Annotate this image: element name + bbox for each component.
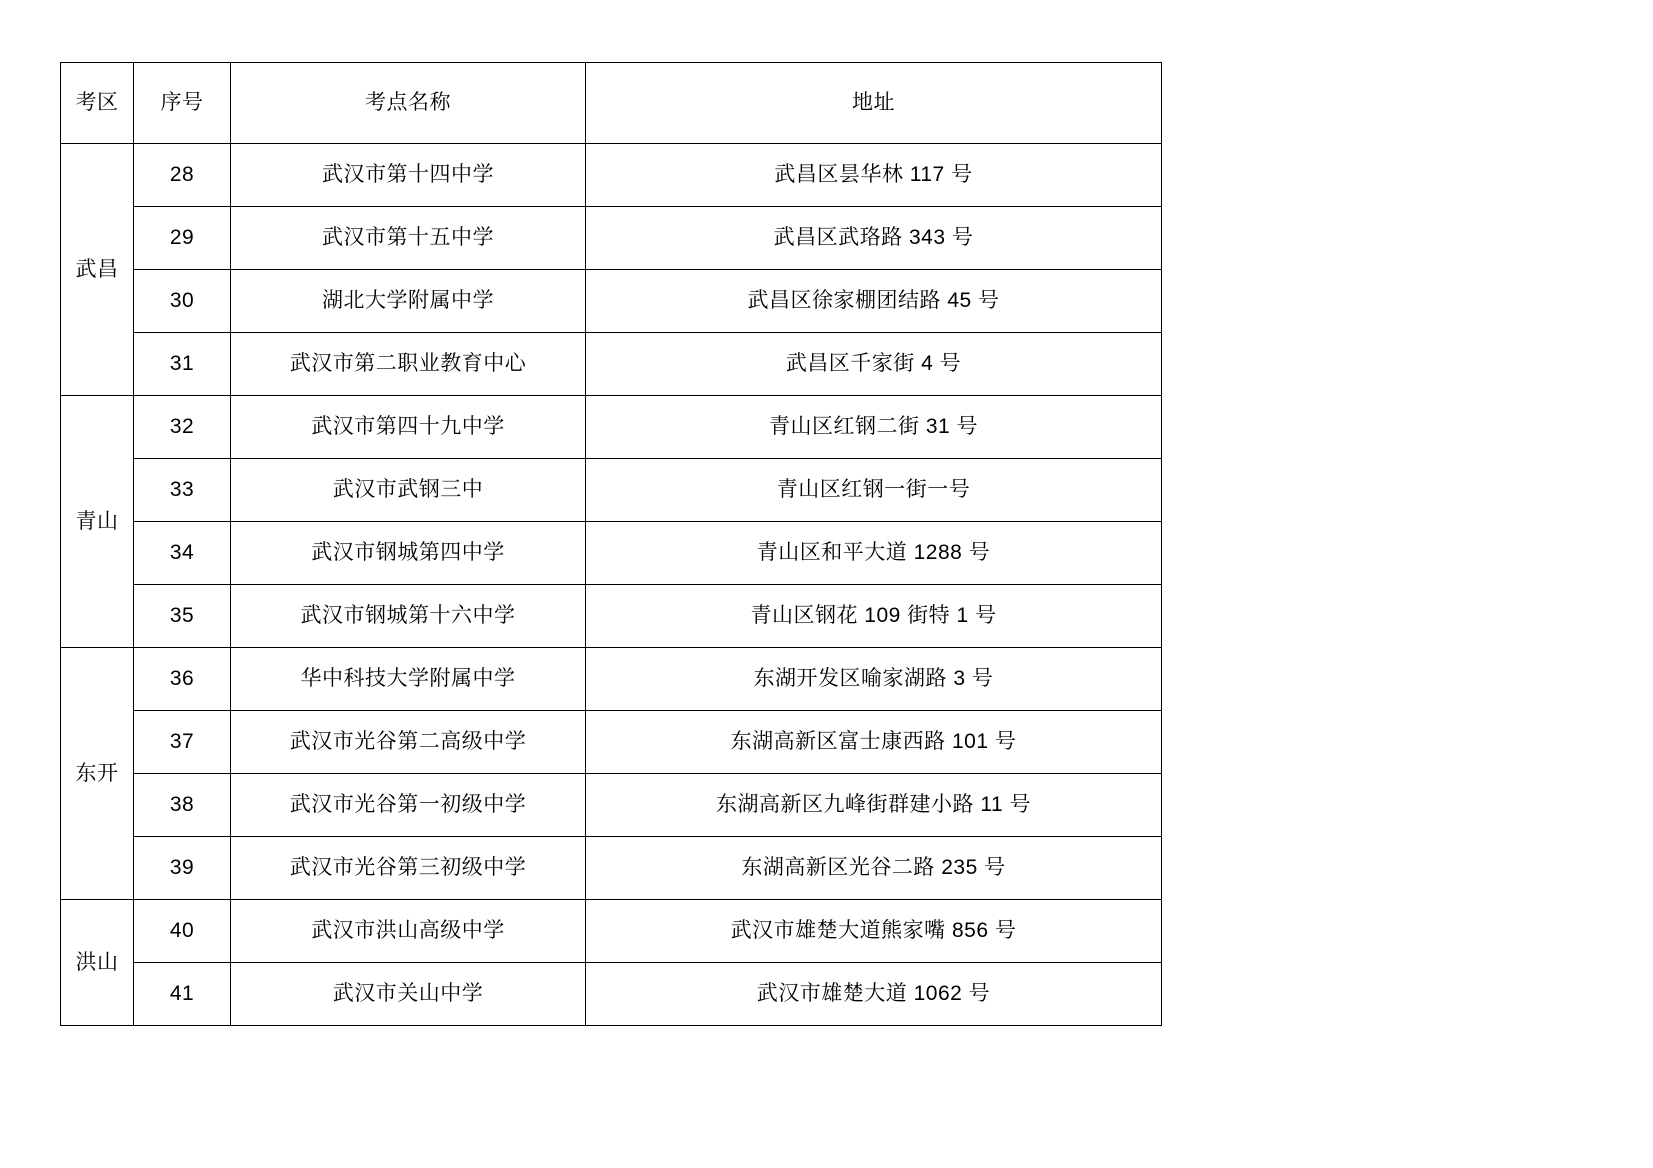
table-row xyxy=(61,333,1162,396)
address-cell: 青山区和平大道 1288 号 xyxy=(586,522,1162,585)
seq-cell: 29 xyxy=(134,207,231,270)
address-cell: 东湖高新区光谷二路 235 号 xyxy=(586,837,1162,900)
seq-cell: 28 xyxy=(134,144,231,207)
table-row xyxy=(61,207,1162,270)
site-name-cell: 武汉市洪山高级中学 xyxy=(231,900,586,963)
column-header-name: 考点名称 xyxy=(231,63,586,144)
site-name-cell: 湖北大学附属中学 xyxy=(231,270,586,333)
site-name-cell: 武汉市钢城第十六中学 xyxy=(231,585,586,648)
seq-cell: 37 xyxy=(134,711,231,774)
district-cell: 武昌 xyxy=(61,144,134,396)
table-body xyxy=(61,144,1162,1026)
column-header-district: 考区 xyxy=(61,63,134,144)
site-name-cell: 武汉市钢城第四中学 xyxy=(231,522,586,585)
site-name-cell: 武汉市关山中学 xyxy=(231,963,586,1026)
seq-cell: 39 xyxy=(134,837,231,900)
address-cell: 武昌区昙华林 117 号 xyxy=(586,144,1162,207)
seq-cell: 30 xyxy=(134,270,231,333)
table-row xyxy=(61,648,1162,711)
table-row xyxy=(61,963,1162,1026)
address-cell: 青山区钢花 109 街特 1 号 xyxy=(586,585,1162,648)
site-name-cell: 武汉市武钢三中 xyxy=(231,459,586,522)
table-row xyxy=(61,396,1162,459)
seq-cell: 33 xyxy=(134,459,231,522)
address-cell: 青山区红钢二街 31 号 xyxy=(586,396,1162,459)
table-header-row xyxy=(61,63,1162,144)
site-name-cell: 武汉市光谷第一初级中学 xyxy=(231,774,586,837)
seq-cell: 34 xyxy=(134,522,231,585)
table-row xyxy=(61,900,1162,963)
address-cell: 武昌区千家街 4 号 xyxy=(586,333,1162,396)
address-cell: 青山区红钢一街一号 xyxy=(586,459,1162,522)
address-cell: 武昌区武珞路 343 号 xyxy=(586,207,1162,270)
table-row xyxy=(61,585,1162,648)
table-header xyxy=(61,63,1162,144)
address-cell: 东湖高新区富士康西路 101 号 xyxy=(586,711,1162,774)
seq-cell: 38 xyxy=(134,774,231,837)
site-name-cell: 武汉市第十四中学 xyxy=(231,144,586,207)
address-cell: 武昌区徐家棚团结路 45 号 xyxy=(586,270,1162,333)
table-row xyxy=(61,459,1162,522)
district-cell: 东开 xyxy=(61,648,134,900)
column-header-seq: 序号 xyxy=(134,63,231,144)
site-name-cell: 武汉市第四十九中学 xyxy=(231,396,586,459)
district-cell: 洪山 xyxy=(61,900,134,1026)
seq-cell: 41 xyxy=(134,963,231,1026)
address-cell: 武汉市雄楚大道熊家嘴 856 号 xyxy=(586,900,1162,963)
seq-cell: 40 xyxy=(134,900,231,963)
exam-sites-table xyxy=(60,62,1162,1026)
table-row xyxy=(61,270,1162,333)
site-name-cell: 武汉市光谷第二高级中学 xyxy=(231,711,586,774)
address-cell: 武汉市雄楚大道 1062 号 xyxy=(586,963,1162,1026)
table-row xyxy=(61,837,1162,900)
address-cell: 东湖开发区喻家湖路 3 号 xyxy=(586,648,1162,711)
site-name-cell: 华中科技大学附属中学 xyxy=(231,648,586,711)
column-header-address: 地址 xyxy=(586,63,1162,144)
seq-cell: 31 xyxy=(134,333,231,396)
address-cell: 东湖高新区九峰街群建小路 11 号 xyxy=(586,774,1162,837)
site-name-cell: 武汉市第十五中学 xyxy=(231,207,586,270)
district-cell: 青山 xyxy=(61,396,134,648)
seq-cell: 32 xyxy=(134,396,231,459)
table-row xyxy=(61,711,1162,774)
table-row xyxy=(61,144,1162,207)
table-row xyxy=(61,774,1162,837)
table-row xyxy=(61,522,1162,585)
site-name-cell: 武汉市光谷第三初级中学 xyxy=(231,837,586,900)
site-name-cell: 武汉市第二职业教育中心 xyxy=(231,333,586,396)
seq-cell: 36 xyxy=(134,648,231,711)
seq-cell: 35 xyxy=(134,585,231,648)
